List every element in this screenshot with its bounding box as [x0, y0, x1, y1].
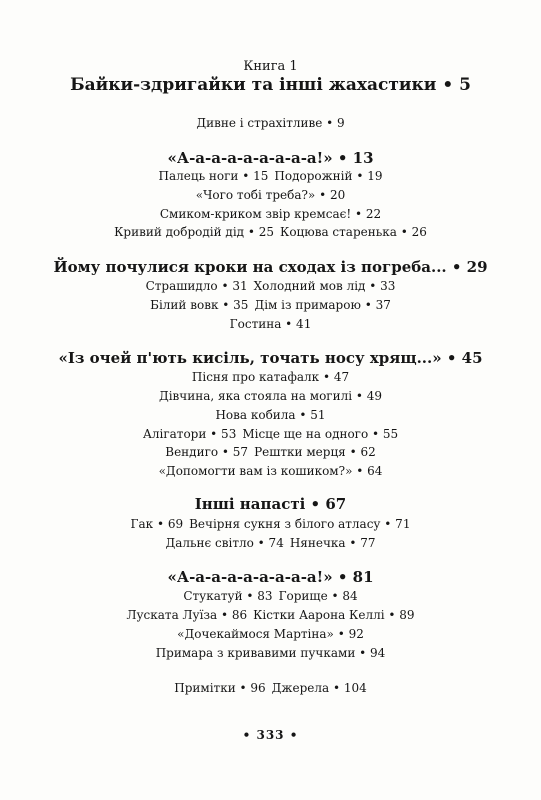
- toc-row: [0, 299, 541, 311]
- toc-entry: Вечірня сукня з білого атласу • 71: [189, 517, 411, 531]
- toc-row: [0, 628, 541, 640]
- intro-entry: Дивне і страхітливе • 9: [196, 116, 345, 130]
- toc-row: [0, 682, 541, 694]
- section-heading: «А-а-а-а-а-а-а-а-а!» • 81: [167, 568, 374, 586]
- toc-entry: Дальнє світло • 74: [165, 536, 284, 550]
- toc-entry: Кривий добродій дід • 25: [114, 225, 275, 239]
- toc-row: [0, 518, 541, 530]
- toc-entry: Дім із примарою • 37: [254, 298, 391, 312]
- toc-entry: Горище • 84: [278, 589, 358, 603]
- section-heading: Інші напасті • 67: [194, 495, 347, 513]
- toc-entry: Страшидло • 31: [145, 279, 248, 293]
- toc-entry: Рештки мерця • 62: [254, 445, 376, 459]
- toc-entry: Нова кобила • 51: [215, 408, 326, 422]
- section-heading: «Із очей п'ють кисіль, точать носу хрящ...» • 45: [58, 349, 483, 367]
- toc-entry: Подорожній • 19: [274, 169, 383, 183]
- toc-row: [0, 208, 541, 220]
- toc-entry: Місце ще на одного • 55: [242, 427, 399, 441]
- toc-row: [0, 465, 541, 477]
- toc-entry: Стукатуй • 83: [183, 589, 273, 603]
- book-title: Байки-здригайки та інші жахастики • 5: [70, 75, 471, 95]
- toc-entry: Коцюва старенька • 26: [280, 225, 427, 239]
- toc-entry: Гостина • 41: [229, 317, 312, 331]
- toc-entry: Смиком-криком звір кремсає! • 22: [159, 207, 382, 221]
- toc-entry: Кістки Аарона Келлі • 89: [253, 608, 415, 622]
- toc-row: [0, 170, 541, 182]
- toc-entry: Пісня про катафалк • 47: [191, 370, 350, 384]
- toc-entry: Луската Луїза • 86: [126, 608, 248, 622]
- toc-entry: Палець ноги • 15: [158, 169, 269, 183]
- toc-row: [0, 428, 541, 440]
- page-number: • 333 •: [242, 728, 299, 742]
- toc-entry: Дівчина, яка стояла на могилі • 49: [158, 389, 383, 403]
- toc-entry: Вендиго • 57: [165, 445, 249, 459]
- toc-row: [0, 226, 541, 238]
- toc-row: [0, 446, 541, 458]
- toc-row: [0, 609, 541, 621]
- toc-row: [0, 280, 541, 292]
- toc-entry: Білий вовк • 35: [150, 298, 249, 312]
- toc-entry: «Дочекаймося Мартіна» • 92: [177, 627, 364, 641]
- toc-entry: Примара з кривавими пучками • 94: [155, 646, 386, 660]
- toc-entry: Холодний мов лід • 33: [253, 279, 396, 293]
- toc-entry: Гак • 69: [130, 517, 184, 531]
- section-heading: Йому почулися кроки на сходах із погреба... • 29: [53, 258, 488, 276]
- toc-row: [0, 647, 541, 659]
- sources-entry: Джерела • 104: [271, 681, 367, 695]
- section-heading: «А-а-а-а-а-а-а-а-а!» • 13: [167, 149, 374, 167]
- toc-row: [0, 590, 541, 602]
- toc-row: [0, 318, 541, 330]
- toc-row: [0, 409, 541, 421]
- toc-entry: «Допомогти вам із кошиком?» • 64: [158, 464, 383, 478]
- book-label: Книга 1: [243, 59, 298, 74]
- toc-entry: Алігатори • 53: [142, 427, 237, 441]
- toc-row: [0, 390, 541, 402]
- notes-entry: Примітки • 96: [174, 681, 266, 695]
- toc-entry: Нянечка • 77: [289, 536, 376, 550]
- toc-row: [0, 537, 541, 549]
- toc-row: [0, 371, 541, 383]
- toc-entry: «Чого тобі треба?» • 20: [195, 188, 346, 202]
- toc-row: [0, 189, 541, 201]
